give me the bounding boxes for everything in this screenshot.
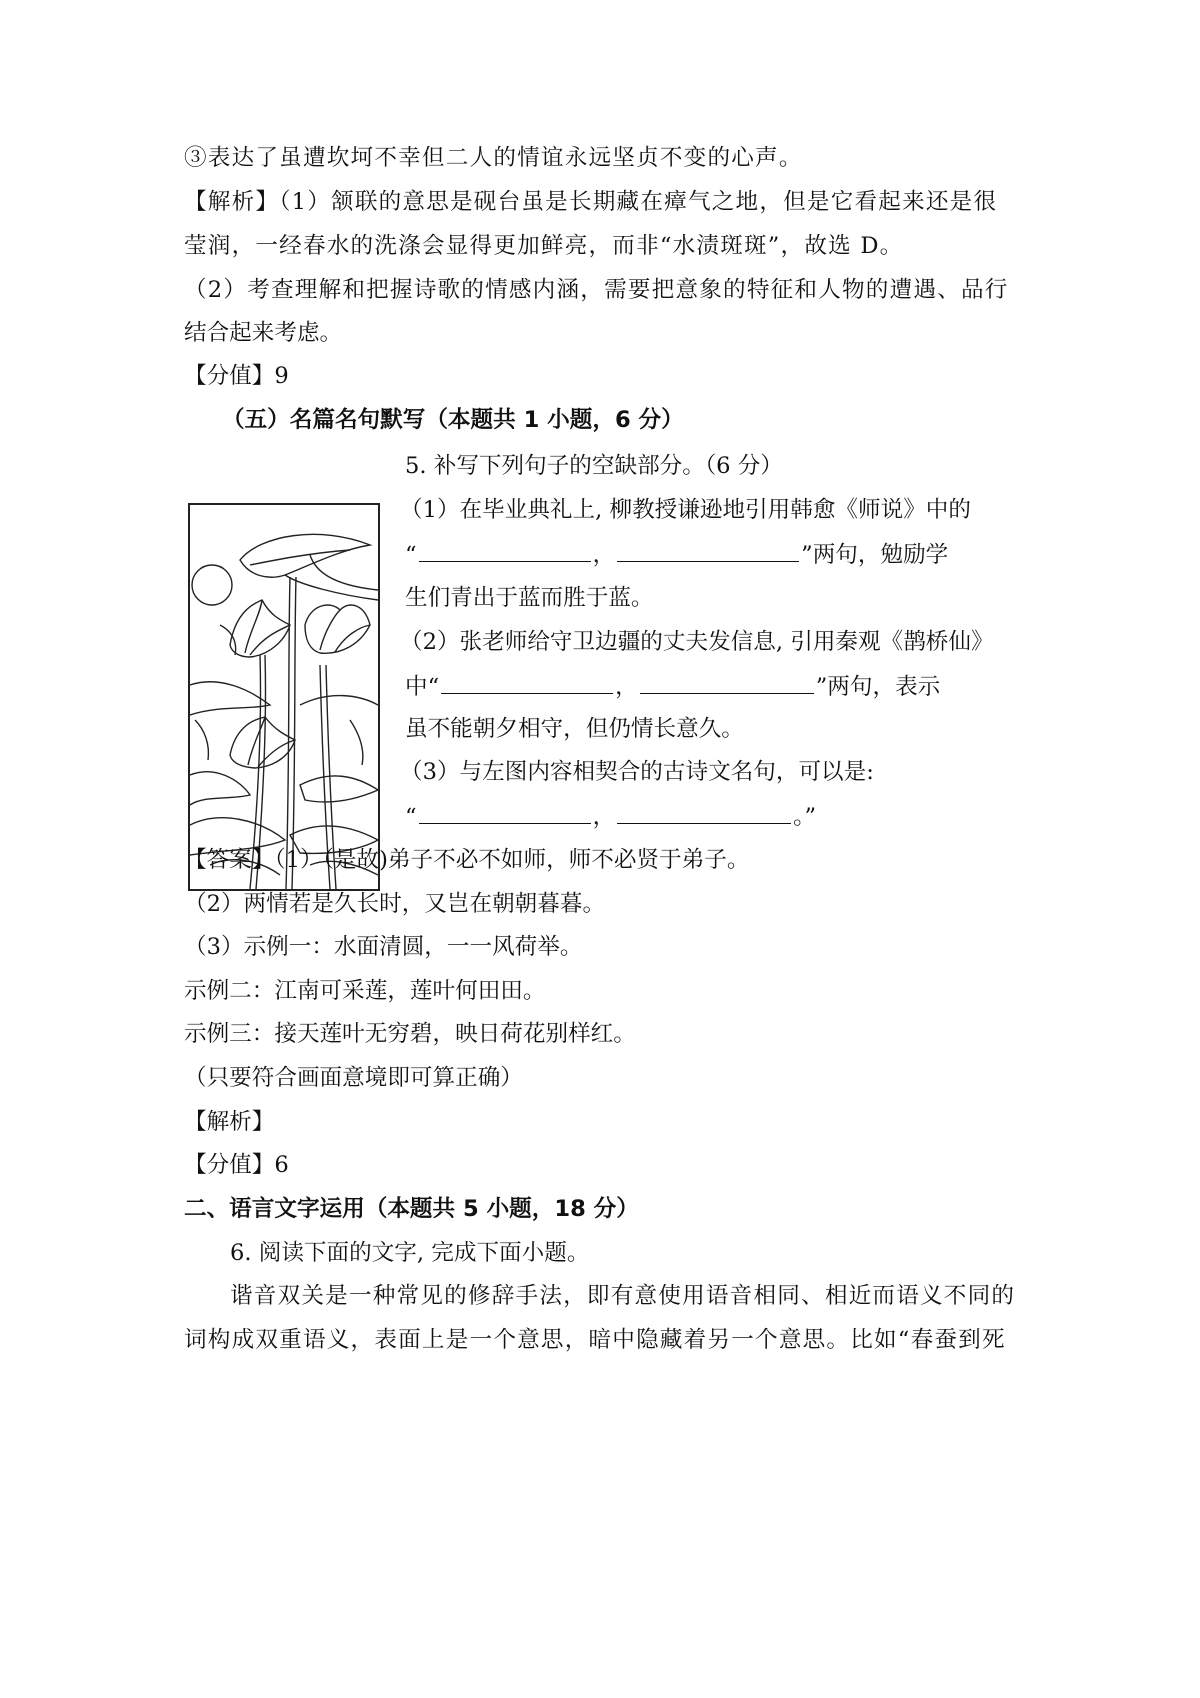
question-text: 生们青出于蓝而胜于蓝。 bbox=[405, 585, 654, 611]
question-fill-line bbox=[405, 539, 948, 570]
answer-blank[interactable] bbox=[441, 671, 613, 694]
answer-line: 【答案】（1）（是故)弟子不必不如师，师不必贤于弟子。 bbox=[184, 847, 750, 873]
answer-blank[interactable] bbox=[419, 801, 591, 824]
quote-mark: 中“ bbox=[405, 674, 440, 700]
answer-note: （只要符合画面意境即可算正确） bbox=[184, 1065, 523, 1091]
question-title: 5. 补写下列句子的空缺部分。（6 分） bbox=[405, 453, 783, 479]
quote-tail: 。” bbox=[793, 804, 817, 830]
question-fill-line bbox=[405, 671, 940, 702]
text-line: 莹润，一经春水的洗涤会显得更加鲜亮，而非“水渍斑斑”，故选 D。 bbox=[184, 233, 904, 259]
section-heading: （五）名篇名句默写（本题共 1 小题，6 分） bbox=[222, 407, 684, 433]
quote-tail: ”两句，表示 bbox=[815, 674, 941, 700]
text-line: ③表达了虽遭坎坷不幸但二人的情谊永远坚贞不变的心声。 bbox=[184, 145, 803, 171]
lotus-illustration bbox=[188, 503, 380, 891]
question-text: （3）与左图内容相契合的古诗文名句，可以是: bbox=[400, 759, 874, 785]
quote-mark: “ bbox=[405, 542, 417, 568]
answer-blank[interactable] bbox=[617, 539, 799, 562]
separator: ， bbox=[615, 674, 638, 700]
quote-mark: “ bbox=[405, 804, 417, 830]
analysis-label: 【解析】 bbox=[184, 1109, 275, 1135]
answer-blank[interactable] bbox=[617, 801, 791, 824]
text-line: （2）考查理解和把握诗歌的情感内涵，需要把意象的特征和人物的遭遇、品行 bbox=[184, 277, 1009, 303]
text-line: 结合起来考虑。 bbox=[184, 320, 343, 346]
question-title: 6. 阅读下面的文字, 完成下面小题。 bbox=[230, 1240, 590, 1266]
question-text: （2）张老师给守卫边疆的丈夫发信息, 引用秦观《鹊桥仙》 bbox=[400, 629, 994, 655]
separator: ， bbox=[592, 542, 616, 568]
separator: ， bbox=[592, 804, 616, 830]
analysis-line: 【解析】（1）颔联的意思是砚台虽是长期藏在瘴气之地，但是它看起来还是很 bbox=[184, 189, 998, 215]
question-text: （1）在毕业典礼上, 柳教授谦逊地引用韩愈《师说》中的 bbox=[400, 497, 971, 523]
score-line: 【分值】9 bbox=[184, 363, 289, 389]
passage-line: 谐音双关是一种常见的修辞手法，即有意使用语音相同、相近而语义不同的 bbox=[230, 1283, 1016, 1309]
question-fill-line bbox=[405, 801, 816, 832]
answer-blank[interactable] bbox=[640, 671, 814, 694]
answer-line: 示例二：江南可采莲，莲叶何田田。 bbox=[184, 978, 546, 1004]
quote-tail: ”两句，勉励学 bbox=[801, 542, 949, 568]
section-heading: 二、语言文字运用（本题共 5 小题，18 分） bbox=[184, 1196, 639, 1222]
answer-line: （2）两情若是久长时，又岂在朝朝暮暮。 bbox=[184, 891, 606, 917]
answer-line: 示例三：接天莲叶无穷碧，映日荷花别样红。 bbox=[184, 1021, 636, 1047]
lotus-icon bbox=[190, 505, 378, 889]
answer-blank[interactable] bbox=[419, 539, 591, 562]
score-line: 【分值】6 bbox=[184, 1152, 289, 1178]
question-text: 虽不能朝夕相守，但仍情长意久。 bbox=[405, 716, 744, 742]
answer-line: （3）示例一：水面清圆，一一风荷举。 bbox=[184, 934, 583, 960]
passage-line: 词构成双重语义，表面上是一个意思，暗中隐藏着另一个意思。比如“春蚕到死 bbox=[184, 1327, 1006, 1353]
